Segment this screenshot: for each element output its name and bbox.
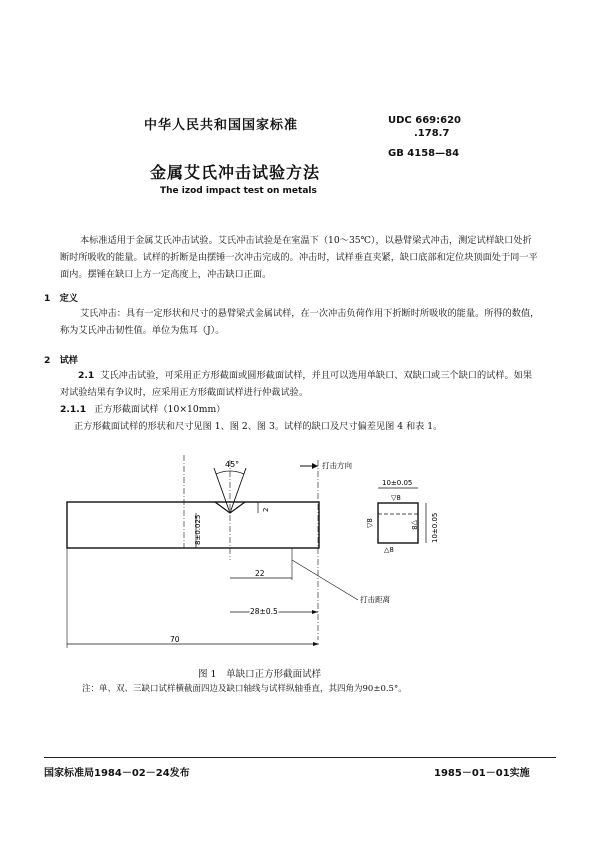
height-dim-label: 8±0.025 [194,514,202,545]
notch-depth-label: 2 [262,507,270,512]
notch-angle-line-left [214,468,230,513]
title-chinese: 金属艾氏冲击试验方法 [150,163,321,182]
udc-line-1: UDC 669:620 [388,115,461,126]
clause-2-1-1-title: 正方形截面试样（10×10mm） [94,404,226,415]
width-dim-label: 10±0.05 [382,479,413,487]
title-english: The izod impact test on metals [160,186,317,196]
udc-line-2: .178.7 [414,128,450,139]
clause-2-1-1-number: 2.1.1 [60,404,87,415]
definition-paragraph: 艾氏冲击：具有一定形状和尺寸的悬臂梁式金属试样，在一次冲击负荷作用下折断时所吸收的能量。所得的数值，称为艾氏冲击韧性值。单位为焦耳（J）。 [60,308,540,336]
specimen-bar [67,502,319,548]
strike-arrowhead [312,463,318,469]
clause-2-1-number: 2.1 [78,370,95,381]
strike-direction-label: 打击方向 [322,461,352,470]
section-1-heading: 1 定义 [44,293,78,304]
dim-22-label: 22 [255,569,265,578]
dim-70-arrowhead [313,642,319,646]
strike-distance-leader [292,560,358,600]
intro-paragraph: 本标准适用于金属艾氏冲击试验。艾氏冲击试验是在室温下（10～35℃），以悬臂梁式冲击，测定试样缺口处折断时所吸收的能量。试样的折断是由摆锤一次冲击完成的。冲击时，试样垂直夹紧，缺口底部和定位块顶面处于同一平面内。摆锤在缺口上方一定高度上，冲击缺口正面。 [60,235,538,280]
effective-date: 1985－01－01实施 [434,768,530,779]
clause-2-1-text: 艾氏冲击试验，可采用正方形截面或圆形截面试样，并且可以选用单缺口、双缺口或三个缺口的试样。如果对试验结果有争议时，应采用正方形截面试样进行仲裁试验。 [60,370,533,398]
roughness-top: ▽8 [391,494,401,502]
roughness-left: ▽8 [366,518,374,528]
dim-28-arrowhead [312,610,318,614]
roughness-right: ▽8 [410,520,418,530]
notch-angle-line-right [230,468,246,513]
footer-rule [44,757,556,758]
strike-distance-label: 打击距离 [360,595,390,604]
roughness-bottom: △8 [384,546,394,554]
height-dim2-label: 10±0.05 [431,512,439,543]
standard-organization: 中华人民共和国国家标准 [144,118,299,133]
dim-28-label: 28±0.5 [250,607,278,616]
figure-caption: 图 1 单缺口正方形截面试样 [198,669,322,680]
figure-note: 注：单、双、三缺口试样横截面四边及缺口轴线与试样纵轴垂直，其四角为90±0.5°。 [82,684,407,694]
section-2-heading: 2 试样 [44,355,78,366]
clause-2-1-1-text: 正方形截面试样的形状和尺寸见图 1、图 2、图 3。试样的缺口及尺寸偏差见图 4 和表 1。 [74,421,443,432]
issued-date: 国家标准局1984－02－24发布 [44,768,190,779]
dim-70-label: 70 [170,635,180,644]
angle-label: 45° [225,460,240,469]
gb-number: GB 4158—84 [388,148,460,159]
